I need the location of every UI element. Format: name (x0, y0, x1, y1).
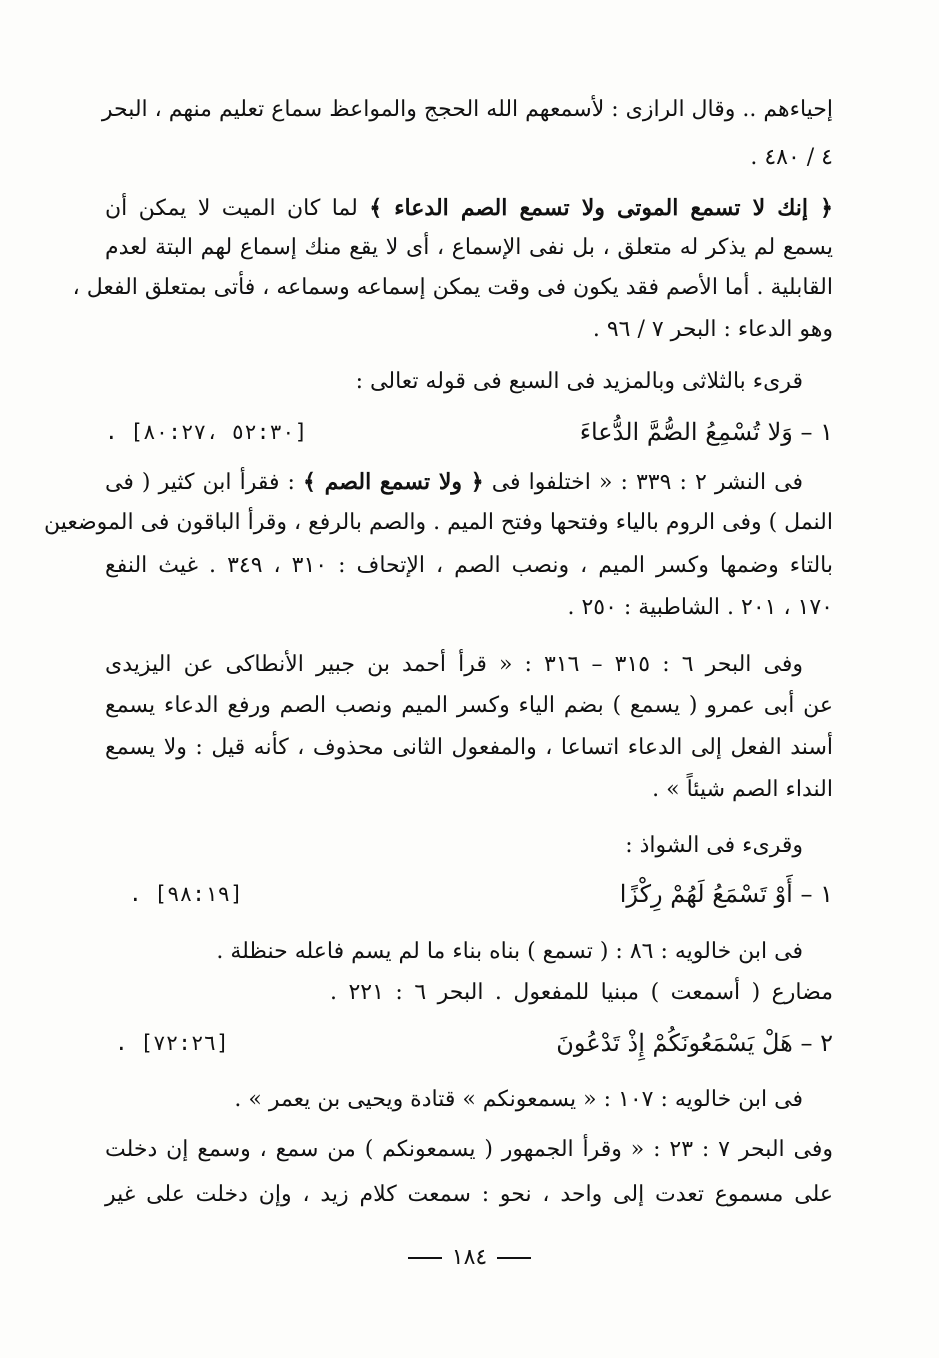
verse-reference: . [٥٢:٣٠ ،٨٠:٢٧] (105, 420, 308, 444)
verse-row-3 (105, 1025, 833, 1061)
text-line-12: ١٧٠ ، ٢٠١ . الشاطبية : ٢٥٠ . (567, 595, 833, 620)
text-line-2: ٤ / ٤٨٠ . (750, 145, 833, 170)
text-line-5: القابلية . أما الأصم فقد يكون فى وقت يمكن إسماعه وسماعه ، فأتى بمتعلق الفعل ، (72, 275, 833, 300)
verse-text: ٢ – هَلْ يَسْمَعُونَكُمْ إِذْ تَدْعُونَ (556, 1029, 833, 1057)
page-number-dash-left (408, 1257, 442, 1259)
quran-quote-bold: ﴿ ولا تسمع الصم ﴾ (303, 469, 484, 495)
verse-row-1 (105, 414, 833, 450)
text-line-11: بالتاء وضمها وكسر الميم ، ونصب الصم ، الإتحاف : ٣١٠ ، ٣٤٩ . غيث النفع (105, 553, 833, 578)
text-line-7: قرىء بالثلاثى وبالمزيد فى السبع فى قوله تعالى : (355, 369, 803, 394)
verse-reference: . [٩٨:١٩] (129, 882, 243, 906)
verse-text: ١ – أَوْ تَسْمَعُ لَهُمْ رِكْزًا (619, 880, 833, 908)
verse-reference: . [٧٢:٢٦] (115, 1031, 229, 1055)
text-line-1: إحياءهم .. وقال الرازى : لأسمعهم الله الحجج والمواعظ سماع تعليم منهم ، البحر (101, 97, 833, 122)
text-line-19: فى ابن خالويه : ٨٦ : ( تسمع ) بناه بناء ما لم يسم فاعله حنظلة . (216, 939, 803, 964)
text-line-9-b: : فقرأ ابن كثير ( فى (105, 470, 304, 495)
text-line-22: فى ابن خالويه : ١٠٧ : « يسمعونكم » قتادة ويحيى بن يعمر » . (234, 1087, 803, 1112)
text-line-17: وقرىء فى الشواذ : (625, 833, 803, 858)
text-line-3 (105, 193, 833, 224)
text-line-24: على مسموع تعدت إلى واحد ، نحو : سمعت كلام زيد ، وإن دخلت على غير (105, 1182, 833, 1207)
text-line-9-a: فى النشر ٢ : ٣٣٩ : « اختلفوا فى (483, 470, 804, 495)
text-line-14: عن أبى عمرو ( يسمع ) بضم الياء وكسر الميم ونصب الصم ورفع الدعاء يسمع (105, 693, 833, 718)
text-line-15: أسند الفعل إلى الدعاء اتساعا ، والمفعول الثانى محذوف ، كأنه قيل : ولا يسمع (105, 735, 833, 760)
verse-row-2 (105, 876, 833, 912)
page-number-dash-right (497, 1257, 531, 1259)
page-number-text: ١٨٤ (451, 1245, 488, 1270)
verse-text: ١ – وَلا تُسْمِعُ الصُّمَّ الدُّعاءَ (579, 418, 833, 446)
text-line-4: يسمع لم يذكر له متعلق ، بل نفى الإسماع ، أى لا يقع منك إسماع لهم البتة لعدم (105, 235, 833, 260)
text-line-16: النداء الصم شيئاً » . (652, 777, 833, 802)
text-line-6: وهو الدعاء : البحر ٧ / ٩٦ . (592, 317, 833, 342)
text-line-23: وفى البحر ٧ : ٢٣ : « وقرأ الجمهور ( يسمعونكم ) من سمع ، وسمع إن دخلت (105, 1137, 833, 1162)
text-line-10: النمل ) وفى الروم بالياء وفتحها وفتح الميم . والصم بالرفع ، وقرأ الباقون فى الموضعين (44, 510, 833, 535)
quran-quote-bold: ﴿ إنك لا تسمع الموتى ولا تسمع الصم الدعاء ﴾ (369, 195, 833, 221)
text-line-20: مضارع ( أسمعت ) مبنيا للمفعول . البحر ٦ : ٢٢١ . (330, 980, 833, 1005)
text-line-3-rest: لما كان الميت لا يمكن أن (105, 196, 370, 221)
text-line-9 (105, 467, 833, 498)
page-number (0, 1243, 939, 1273)
text-line-13: وفى البحر ٦ : ٣١٥ – ٣١٦ : « قرأ أحمد بن جبير الأنطاكى عن اليزيدى (105, 652, 803, 677)
